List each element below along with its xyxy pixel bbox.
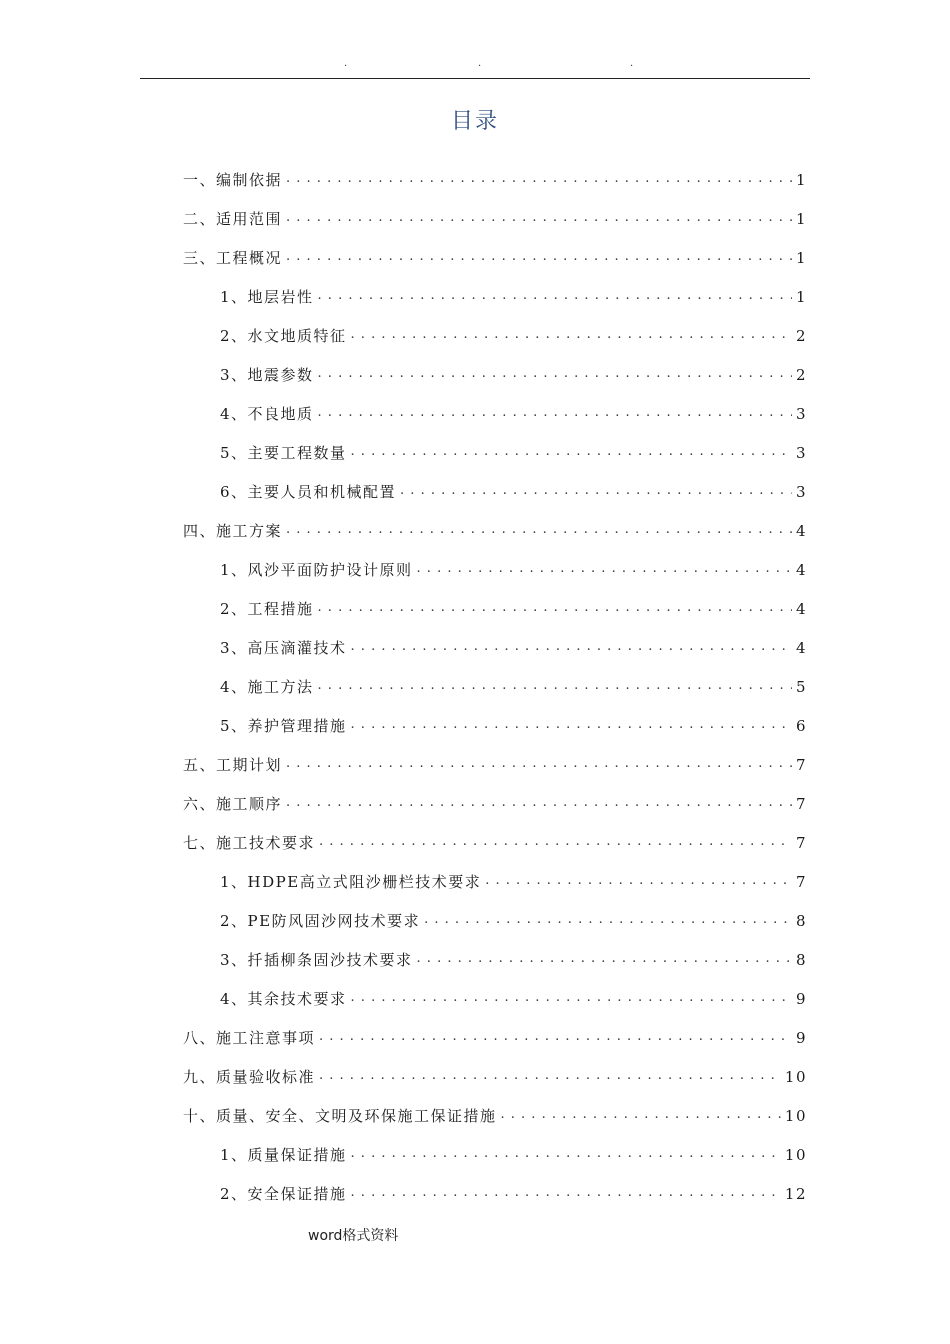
toc-entry-label: 2、安全保证措施	[220, 1185, 347, 1203]
toc-entry-label: 十、质量、安全、文明及环保施工保证措施	[183, 1107, 497, 1125]
toc-dot-leader	[319, 1029, 792, 1047]
toc-entry-label: 6、主要人员和机械配置	[220, 483, 397, 501]
toc-entry[interactable]	[183, 1057, 807, 1096]
toc-entry-label: 1、风沙平面防护设计原则	[220, 561, 413, 579]
toc-entry-label: 1、HDPE高立式阻沙栅栏技术要求	[220, 873, 482, 891]
toc-entry-page-number: 2	[795, 365, 807, 384]
toc-dot-leader	[319, 1068, 781, 1086]
toc-entry[interactable]	[183, 511, 807, 550]
toc-dot-leader	[351, 1185, 781, 1203]
header-rule	[140, 78, 810, 79]
toc-entry[interactable]	[183, 472, 807, 511]
toc-entry-page-number: 10	[784, 1145, 807, 1164]
toc-entry-label: 四、施工方案	[183, 522, 283, 540]
toc-entry[interactable]	[183, 550, 807, 589]
toc-entry[interactable]	[183, 823, 807, 862]
toc-entry-label: 4、施工方法	[220, 678, 314, 696]
toc-entry-label: 三、工程概况	[183, 249, 283, 267]
toc-entry-label: 4、不良地质	[220, 405, 314, 423]
toc-entry-page-number: 10	[784, 1067, 807, 1086]
toc-entry-page-number: 6	[795, 716, 807, 735]
toc-entry-label: 3、高压滴灌技术	[220, 639, 347, 657]
toc-dot-leader	[318, 405, 792, 423]
toc-entry-page-number: 9	[795, 1028, 807, 1047]
toc-entry-label: 5、主要工程数量	[220, 444, 347, 462]
toc-entry-label: 六、施工顺序	[183, 795, 283, 813]
toc-entry-label: 2、PE防风固沙网技术要求	[220, 912, 421, 930]
header-dot: .	[344, 58, 348, 69]
toc-entry-page-number: 7	[795, 755, 807, 774]
toc-dot-leader	[318, 600, 792, 618]
toc-entry-label: 八、施工注意事项	[183, 1029, 316, 1047]
toc-entry-label: 1、质量保证措施	[220, 1146, 347, 1164]
toc-entry-page-number: 3	[795, 443, 807, 462]
toc-entry[interactable]	[183, 355, 807, 394]
toc-entry[interactable]	[183, 706, 807, 745]
toc-entry-page-number: 9	[795, 989, 807, 1008]
toc-entry-label: 二、适用范围	[183, 210, 283, 228]
toc-entry-page-number: 7	[795, 794, 807, 813]
toc-entry-page-number: 1	[795, 209, 807, 228]
toc-dot-leader	[319, 834, 792, 852]
toc-entry-page-number: 8	[795, 911, 807, 930]
toc-entry-label: 3、扦插柳条固沙技术要求	[220, 951, 413, 969]
toc-entry-page-number: 7	[795, 833, 807, 852]
toc-entry-label: 1、地层岩性	[220, 288, 314, 306]
toc-dot-leader	[485, 873, 792, 891]
toc-dot-leader	[286, 171, 792, 189]
table-of-contents	[183, 160, 807, 1213]
toc-entry[interactable]	[183, 940, 807, 979]
toc-entry[interactable]	[183, 667, 807, 706]
toc-entry[interactable]	[183, 862, 807, 901]
toc-entry[interactable]	[183, 433, 807, 472]
toc-entry-page-number: 5	[795, 677, 807, 696]
toc-entry-label: 九、质量验收标准	[183, 1068, 316, 1086]
toc-entry[interactable]	[183, 199, 807, 238]
toc-dot-leader	[351, 639, 792, 657]
toc-dot-leader	[286, 249, 792, 267]
toc-entry[interactable]	[183, 316, 807, 355]
toc-dot-leader	[417, 951, 792, 969]
toc-entry-page-number: 3	[795, 482, 807, 501]
toc-entry[interactable]	[183, 238, 807, 277]
toc-entry-label: 七、施工技术要求	[183, 834, 316, 852]
toc-entry[interactable]	[183, 160, 807, 199]
toc-entry-page-number: 10	[784, 1106, 807, 1125]
toc-dot-leader	[286, 210, 792, 228]
toc-dot-leader	[351, 717, 792, 735]
toc-entry-label: 5、养护管理措施	[220, 717, 347, 735]
toc-entry-page-number: 8	[795, 950, 807, 969]
toc-entry-page-number: 1	[795, 287, 807, 306]
toc-entry-label: 3、地震参数	[220, 366, 314, 384]
toc-entry[interactable]	[183, 979, 807, 1018]
toc-dot-leader	[351, 444, 792, 462]
toc-entry[interactable]	[183, 628, 807, 667]
toc-entry-page-number: 2	[795, 326, 807, 345]
toc-entry[interactable]	[183, 784, 807, 823]
toc-entry-page-number: 4	[795, 560, 807, 579]
toc-entry-page-number: 1	[795, 248, 807, 267]
toc-dot-leader	[318, 288, 792, 306]
toc-dot-leader	[424, 912, 792, 930]
toc-entry-page-number: 4	[795, 638, 807, 657]
toc-entry-label: 4、其余技术要求	[220, 990, 347, 1008]
page-title: 目录	[450, 109, 499, 134]
toc-dot-leader	[318, 678, 792, 696]
header-dot: .	[478, 58, 482, 69]
toc-entry[interactable]	[183, 1135, 807, 1174]
toc-entry-label: 2、水文地质特征	[220, 327, 347, 345]
header-dots	[140, 58, 810, 72]
toc-entry[interactable]	[183, 277, 807, 316]
toc-entry[interactable]	[183, 1096, 807, 1135]
toc-entry-label: 2、工程措施	[220, 600, 314, 618]
toc-dot-leader	[351, 327, 792, 345]
toc-entry-page-number: 4	[795, 521, 807, 540]
toc-entry[interactable]	[183, 394, 807, 433]
toc-dot-leader	[417, 561, 792, 579]
toc-dot-leader	[501, 1107, 781, 1125]
toc-entry[interactable]	[183, 1174, 807, 1213]
toc-dot-leader	[400, 483, 792, 501]
toc-dot-leader	[318, 366, 792, 384]
toc-dot-leader	[351, 1146, 781, 1164]
toc-entry-page-number: 7	[795, 872, 807, 891]
toc-dot-leader	[286, 522, 792, 540]
toc-entry-page-number: 1	[795, 170, 807, 189]
toc-dot-leader	[351, 990, 792, 1008]
toc-entry-label: 五、工期计划	[183, 756, 283, 774]
toc-entry-page-number: 3	[795, 404, 807, 423]
toc-entry[interactable]	[183, 589, 807, 628]
toc-entry[interactable]	[183, 1018, 807, 1057]
toc-entry[interactable]	[183, 745, 807, 784]
toc-entry-page-number: 12	[784, 1184, 807, 1203]
toc-entry-page-number: 4	[795, 599, 807, 618]
toc-dot-leader	[286, 795, 792, 813]
toc-entry-label: 一、编制依据	[183, 171, 283, 189]
header-dot: .	[630, 58, 634, 69]
footer-text: word格式资料	[308, 1228, 399, 1244]
toc-entry[interactable]	[183, 901, 807, 940]
toc-dot-leader	[286, 756, 792, 774]
